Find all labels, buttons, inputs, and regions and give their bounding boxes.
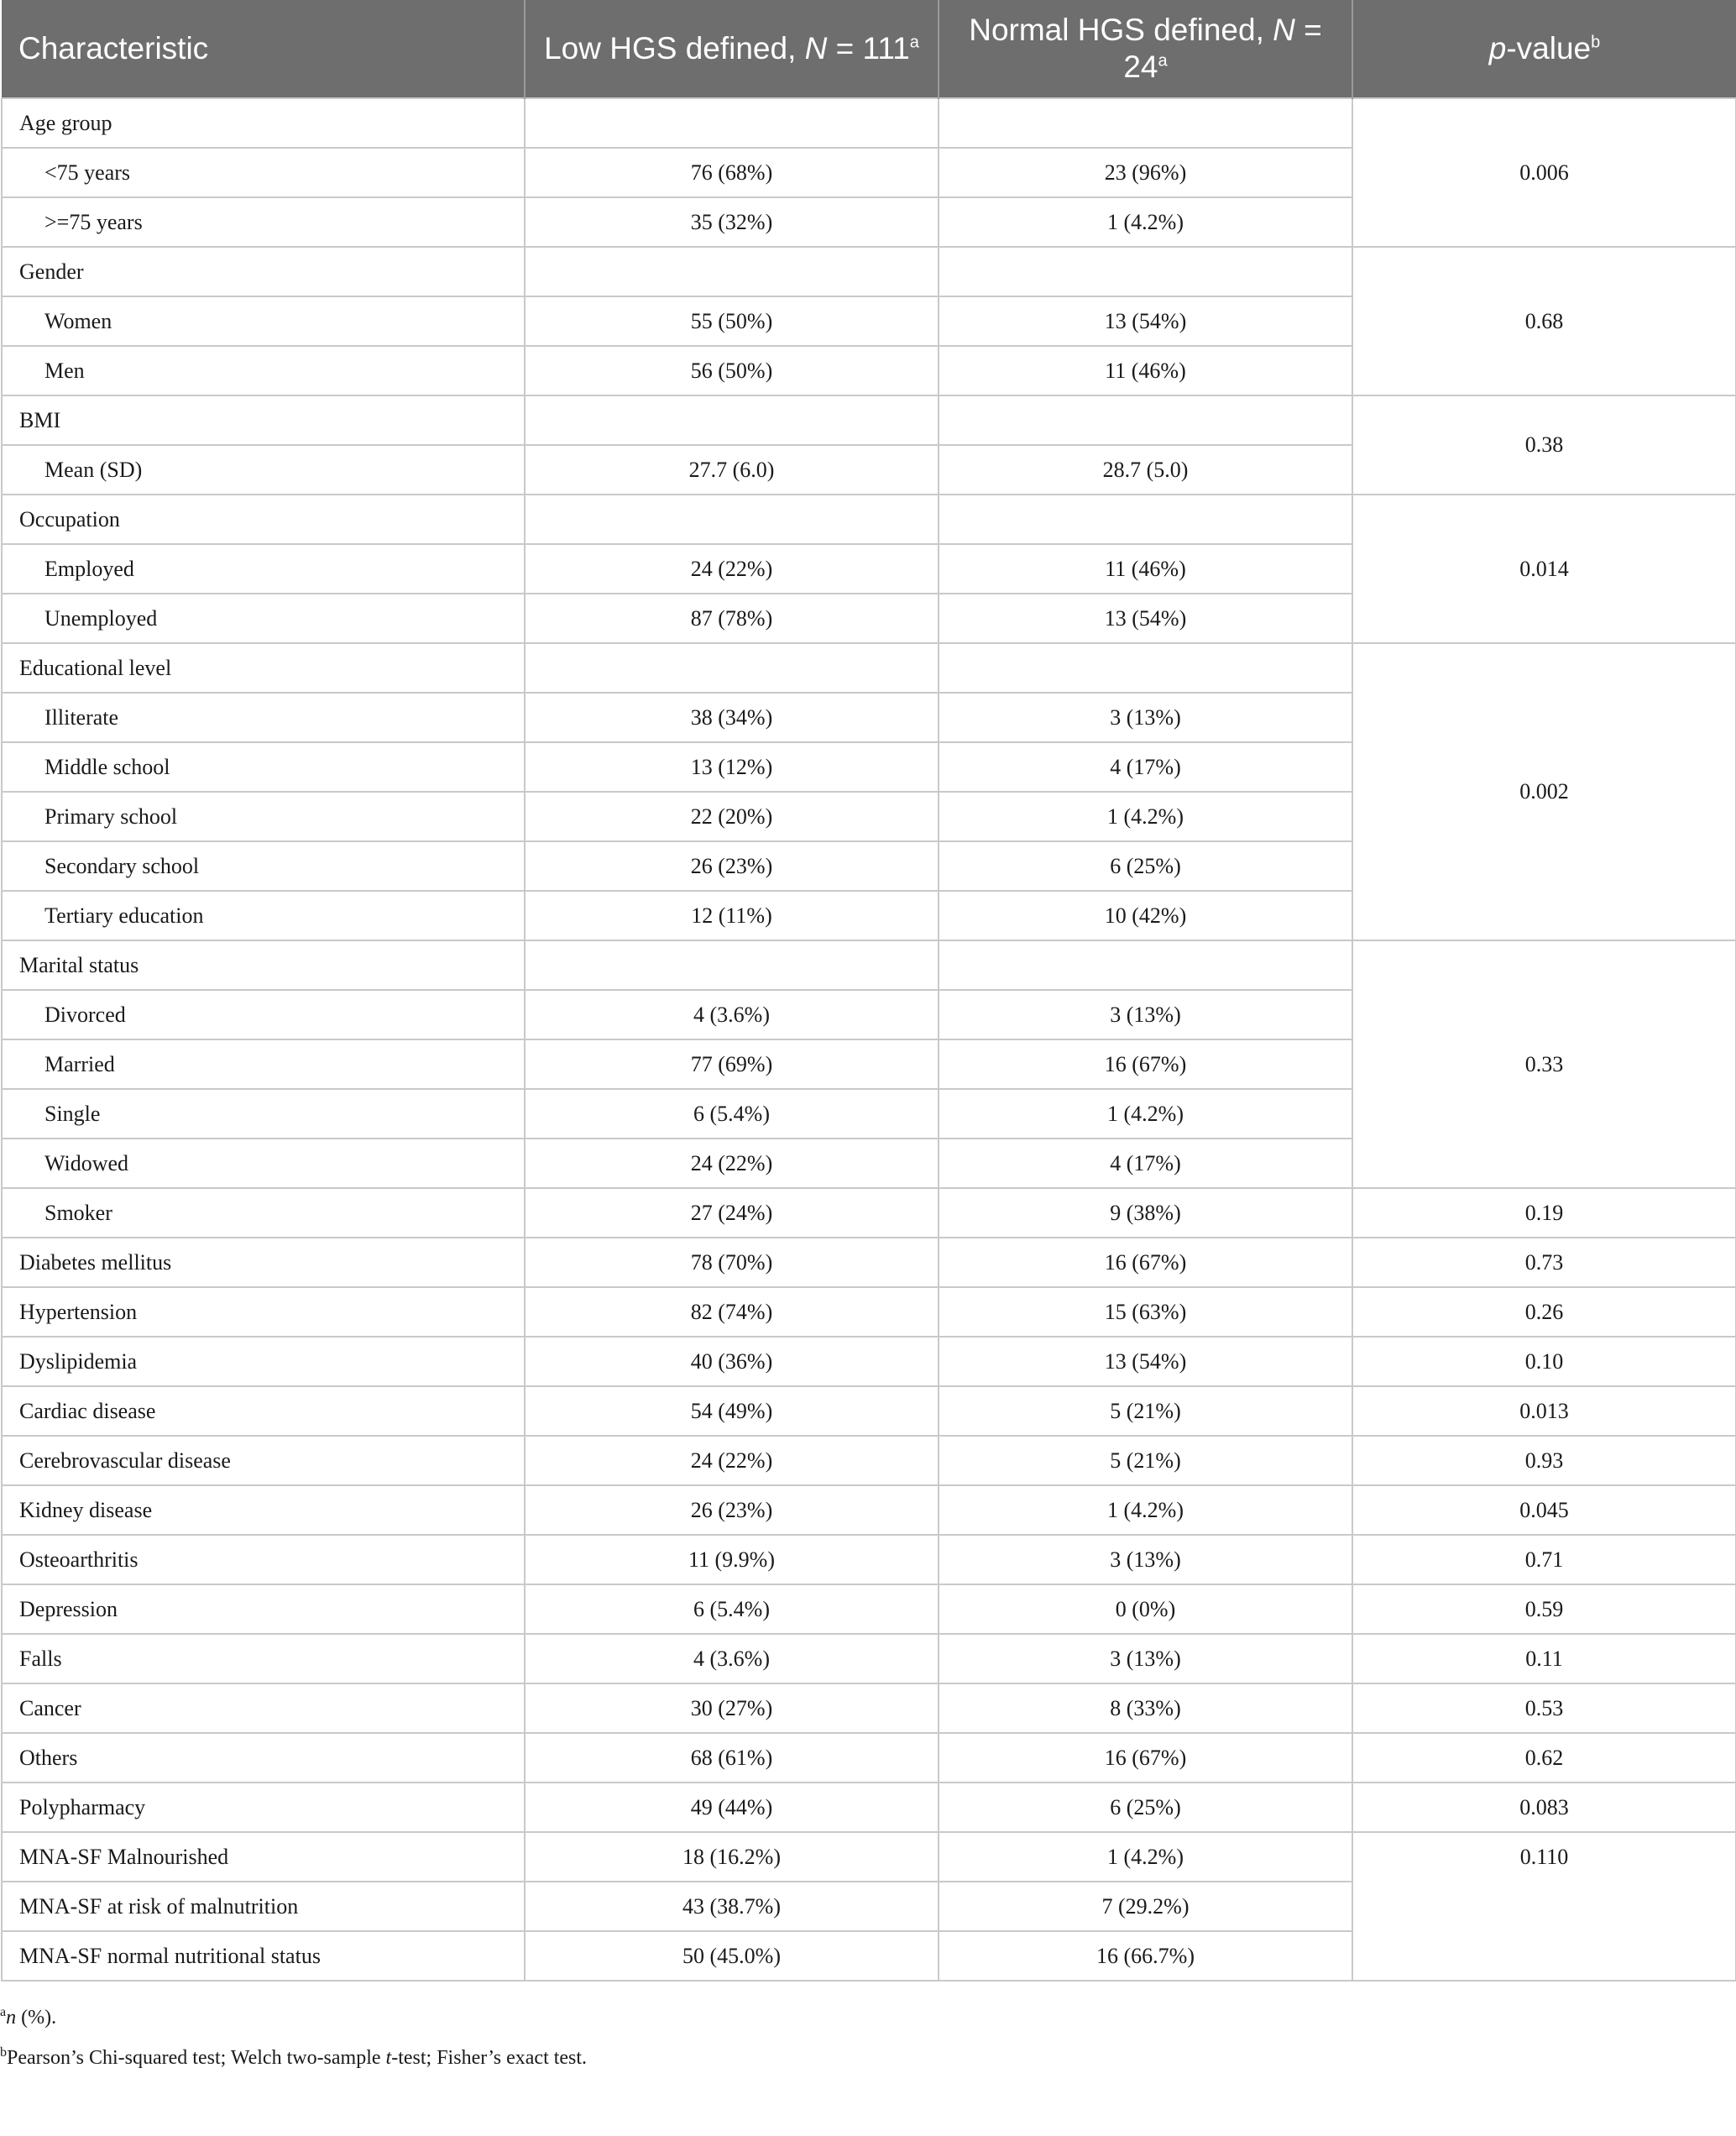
low-value: 4 (3.6%) <box>525 1634 939 1683</box>
p-value: 0.10 <box>1352 1337 1736 1386</box>
empty-cell <box>939 495 1352 544</box>
normal-value: 28.7 (5.0) <box>939 445 1352 495</box>
low-value: 18 (16.2%) <box>525 1832 939 1882</box>
table-row <box>2 247 1736 296</box>
table-row <box>2 1287 1736 1337</box>
normal-value: 1 (4.2%) <box>939 1485 1352 1535</box>
normal-value: 8 (33%) <box>939 1683 1352 1733</box>
p-value: 0.083 <box>1352 1783 1736 1832</box>
normal-value: 16 (67%) <box>939 1039 1352 1089</box>
normal-value: 5 (21%) <box>939 1436 1352 1485</box>
row-label: Middle school <box>2 742 525 792</box>
empty-cell <box>525 395 939 445</box>
low-value: 26 (23%) <box>525 841 939 891</box>
row-label: Married <box>2 1039 525 1089</box>
low-value: 13 (12%) <box>525 742 939 792</box>
empty-cell <box>939 940 1352 990</box>
table-body <box>2 98 1736 1981</box>
normal-value: 9 (38%) <box>939 1188 1352 1238</box>
table-row <box>2 1436 1736 1485</box>
low-value: 40 (36%) <box>525 1337 939 1386</box>
p-value: 0.26 <box>1352 1287 1736 1337</box>
header-low-hgs-text: Low HGS defined, <box>544 31 805 65</box>
table-row <box>2 940 1736 990</box>
low-value: 6 (5.4%) <box>525 1584 939 1634</box>
row-label: MNA-SF normal nutritional status <box>2 1931 525 1981</box>
header-normal-hgs-sup: a <box>1158 51 1168 71</box>
low-value: 27.7 (6.0) <box>525 445 939 495</box>
row-label: Diabetes mellitus <box>2 1238 525 1287</box>
p-value: 0.62 <box>1352 1733 1736 1783</box>
header-p-sup: b <box>1591 33 1601 52</box>
header-normal-hgs <box>939 0 1352 98</box>
empty-cell <box>525 495 939 544</box>
low-value: 24 (22%) <box>525 544 939 594</box>
p-value: 0.53 <box>1352 1683 1736 1733</box>
header-p-italic: p <box>1488 31 1507 65</box>
row-label: Hypertension <box>2 1287 525 1337</box>
row-label: Smoker <box>2 1188 525 1238</box>
normal-value: 3 (13%) <box>939 693 1352 742</box>
group-label-marital: Marital status <box>2 940 525 990</box>
p-value-mna: 0.110 <box>1352 1832 1736 1981</box>
p-value: 0.93 <box>1352 1436 1736 1485</box>
low-value: 22 (20%) <box>525 792 939 841</box>
p-value-occupation: 0.014 <box>1352 495 1736 643</box>
row-label: Secondary school <box>2 841 525 891</box>
header-normal-hgs-n: N <box>1273 13 1295 47</box>
footnote-b-t: t <box>385 2047 392 2069</box>
normal-value: 13 (54%) <box>939 296 1352 346</box>
table-row <box>2 1485 1736 1535</box>
normal-value: 3 (13%) <box>939 990 1352 1039</box>
low-value: 87 (78%) <box>525 594 939 643</box>
normal-value: 6 (25%) <box>939 841 1352 891</box>
row-label: MNA-SF at risk of malnutrition <box>2 1882 525 1931</box>
normal-value: 4 (17%) <box>939 1139 1352 1188</box>
low-value: 4 (3.6%) <box>525 990 939 1039</box>
p-value: 0.59 <box>1352 1584 1736 1634</box>
p-value: 0.013 <box>1352 1386 1736 1436</box>
p-value: 0.19 <box>1352 1188 1736 1238</box>
header-low-hgs-eq: = 111 <box>827 31 910 65</box>
header-low-hgs-n: N <box>804 31 828 65</box>
table-footnotes <box>0 1995 1736 2076</box>
empty-cell <box>939 98 1352 148</box>
low-value: 54 (49%) <box>525 1386 939 1436</box>
row-label: Single <box>2 1089 525 1139</box>
table-row <box>2 1634 1736 1683</box>
normal-value: 23 (96%) <box>939 148 1352 197</box>
table-row <box>2 98 1736 148</box>
p-value: 0.71 <box>1352 1535 1736 1584</box>
empty-cell <box>525 247 939 296</box>
row-label: Mean (SD) <box>2 445 525 495</box>
table-row <box>2 1337 1736 1386</box>
row-label: Kidney disease <box>2 1485 525 1535</box>
row-label: Polypharmacy <box>2 1783 525 1832</box>
low-value: 27 (24%) <box>525 1188 939 1238</box>
row-label: Divorced <box>2 990 525 1039</box>
low-value: 11 (9.9%) <box>525 1535 939 1584</box>
low-value: 30 (27%) <box>525 1683 939 1733</box>
p-value: 0.11 <box>1352 1634 1736 1683</box>
normal-value: 16 (67%) <box>939 1238 1352 1287</box>
normal-value: 1 (4.2%) <box>939 1832 1352 1882</box>
normal-value: 0 (0%) <box>939 1584 1352 1634</box>
normal-value: 7 (29.2%) <box>939 1882 1352 1931</box>
table-row <box>2 1832 1736 1882</box>
normal-value: 10 (42%) <box>939 891 1352 940</box>
header-low-hgs <box>525 0 939 98</box>
footnote-a-marker: a <box>0 2005 7 2019</box>
low-value: 6 (5.4%) <box>525 1089 939 1139</box>
table-row <box>2 1783 1736 1832</box>
low-value: 56 (50%) <box>525 346 939 395</box>
low-value: 55 (50%) <box>525 296 939 346</box>
p-value-bmi: 0.38 <box>1352 395 1736 495</box>
footnote-b-text1: Pearson’s Chi-squared test; Welch two-sample <box>7 2047 386 2069</box>
normal-value: 3 (13%) <box>939 1634 1352 1683</box>
low-value: 68 (61%) <box>525 1733 939 1783</box>
normal-value: 1 (4.2%) <box>939 197 1352 247</box>
p-value: 0.73 <box>1352 1238 1736 1287</box>
empty-cell <box>525 643 939 693</box>
table-row <box>2 1683 1736 1733</box>
group-label-age: Age group <box>2 98 525 148</box>
group-label-education: Educational level <box>2 643 525 693</box>
row-label: Dyslipidemia <box>2 1337 525 1386</box>
footnote-b-marker: b <box>0 2045 7 2060</box>
row-label: <75 years <box>2 148 525 197</box>
normal-value: 11 (46%) <box>939 544 1352 594</box>
p-value-marital: 0.33 <box>1352 940 1736 1188</box>
header-characteristic-label: Characteristic <box>18 31 209 65</box>
low-value: 82 (74%) <box>525 1287 939 1337</box>
low-value: 77 (69%) <box>525 1039 939 1089</box>
table-row <box>2 1535 1736 1584</box>
group-label-occupation: Occupation <box>2 495 525 544</box>
row-label: Cerebrovascular disease <box>2 1436 525 1485</box>
table-row <box>2 1584 1736 1634</box>
footnote-a <box>0 1995 1736 2035</box>
table-row <box>2 643 1736 693</box>
header-normal-hgs-text: Normal HGS defined, <box>969 13 1273 47</box>
table-row <box>2 495 1736 544</box>
empty-cell <box>525 940 939 990</box>
row-label: Depression <box>2 1584 525 1634</box>
row-label: Falls <box>2 1634 525 1683</box>
p-value-gender: 0.68 <box>1352 247 1736 395</box>
table-row <box>2 1188 1736 1238</box>
row-label: Illiterate <box>2 693 525 742</box>
row-label: Unemployed <box>2 594 525 643</box>
p-value-education: 0.002 <box>1352 643 1736 940</box>
row-label: Men <box>2 346 525 395</box>
p-value: 0.045 <box>1352 1485 1736 1535</box>
header-low-hgs-sup: a <box>909 33 919 52</box>
footnote-a-text: (%). <box>16 2007 57 2029</box>
table-row <box>2 395 1736 445</box>
row-label: Others <box>2 1733 525 1783</box>
row-label: Primary school <box>2 792 525 841</box>
row-label: Osteoarthritis <box>2 1535 525 1584</box>
row-label: Tertiary education <box>2 891 525 940</box>
low-value: 24 (22%) <box>525 1139 939 1188</box>
normal-value: 1 (4.2%) <box>939 792 1352 841</box>
low-value: 43 (38.7%) <box>525 1882 939 1931</box>
table-header <box>2 0 1736 98</box>
low-value: 50 (45.0%) <box>525 1931 939 1981</box>
low-value: 24 (22%) <box>525 1436 939 1485</box>
header-row <box>2 0 1736 98</box>
row-label: Employed <box>2 544 525 594</box>
low-value: 26 (23%) <box>525 1485 939 1535</box>
p-value-age: 0.006 <box>1352 98 1736 247</box>
group-label-bmi: BMI <box>2 395 525 445</box>
empty-cell <box>939 395 1352 445</box>
normal-value: 13 (54%) <box>939 1337 1352 1386</box>
normal-value: 16 (67%) <box>939 1733 1352 1783</box>
row-label: >=75 years <box>2 197 525 247</box>
low-value: 35 (32%) <box>525 197 939 247</box>
row-label: Women <box>2 296 525 346</box>
normal-value: 4 (17%) <box>939 742 1352 792</box>
header-characteristic <box>2 0 525 98</box>
low-value: 38 (34%) <box>525 693 939 742</box>
normal-value: 15 (63%) <box>939 1287 1352 1337</box>
table-row <box>2 1733 1736 1783</box>
row-label: Widowed <box>2 1139 525 1188</box>
low-value: 49 (44%) <box>525 1783 939 1832</box>
normal-value: 16 (66.7%) <box>939 1931 1352 1981</box>
normal-value: 5 (21%) <box>939 1386 1352 1436</box>
group-label-gender: Gender <box>2 247 525 296</box>
empty-cell <box>939 247 1352 296</box>
normal-value: 6 (25%) <box>939 1783 1352 1832</box>
empty-cell <box>939 643 1352 693</box>
low-value: 76 (68%) <box>525 148 939 197</box>
row-label: MNA-SF Malnourished <box>2 1832 525 1882</box>
empty-cell <box>525 98 939 148</box>
normal-value: 3 (13%) <box>939 1535 1352 1584</box>
footnote-a-n: n <box>6 2007 17 2029</box>
footnote-b-text2: -test; Fisher’s exact test. <box>391 2047 588 2069</box>
table-row <box>2 1238 1736 1287</box>
low-value: 78 (70%) <box>525 1238 939 1287</box>
low-value: 12 (11%) <box>525 891 939 940</box>
header-p-value <box>1352 0 1736 98</box>
row-label: Cardiac disease <box>2 1386 525 1436</box>
header-p-text: -value <box>1506 31 1592 65</box>
footnote-b <box>0 2035 1736 2076</box>
normal-value: 1 (4.2%) <box>939 1089 1352 1139</box>
characteristics-table <box>1 0 1736 1982</box>
normal-value: 13 (54%) <box>939 594 1352 643</box>
table-row <box>2 1386 1736 1436</box>
header-normal-hgs-eq: = 24 <box>1123 13 1322 84</box>
row-label: Cancer <box>2 1683 525 1733</box>
normal-value: 11 (46%) <box>939 346 1352 395</box>
